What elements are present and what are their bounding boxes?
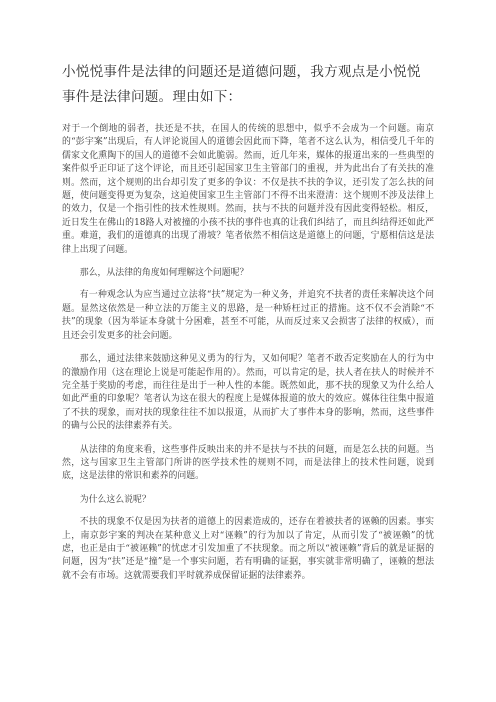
paragraph-question-legal-view: 那么，从法律的角度如何理解这个问题呢？ bbox=[79, 268, 249, 279]
paragraph-how-to-help: 从法律的角度来看，这些事件反映出来的并不是扶与不扶的问题，而是怎么扶的问题。当然，这与国家卫生主管部门所讲的医学技术性的规则不同，而是法律上的技术性问题，说到底，这是法律的常识和素养的问题。 bbox=[62, 444, 434, 482]
paragraph-intro: 对于一个倒地的弱者，扶还是不扶，在国人的传统的思想中，似乎不会成为一个问题。南京的“彭宇案”出现后，有人评论说国人的道德会因此而下降，笔者不这么认为，相信受几千年的儒家文化熏陶下的国人的道德不会如此脆弱。然而，近几年来，媒体的报道出来的一些典型的案件似乎正印证了这个评论，而且还引起国家卫生主管部门的重视，并为此出台了有关扶的准则。然而，这个规则的出台却引发了更多的争议：不仅是扶不扶的争议，还引发了怎么扶的问题，使问题变得更为复杂，这迫使国家卫生主管部门不得不出来澄清：这个规则不涉及法律上的效力，仅是一个指引性的技术性规则。然而，扶与不扶的问题并没有因此变得轻松。相反，近日发生在佛山的18路人对被撞的小孩不扶的事件也真的让我们纠结了，而且纠结得还如此严重。难道，我们的道德真的出现了滑坡？笔者依然不相信这是道德上的问题，宁愿相信这是法律上出现了问题。 bbox=[62, 124, 434, 255]
document-body bbox=[62, 123, 434, 583]
paragraph-question-why: 为什么这么说呢？ bbox=[79, 494, 151, 505]
paragraph-legislation-duty: 有一种观念认为应当通过立法将“扶”规定为一种义务，并追究不扶者的责任来解决这个问题。显然这依然是一种立法的万能主义的思路，是一种矫枉过正的措施。这不仅不会消除“不扶”的现象（因为举证本身就十分困难，甚至不可能，从而反过来又会损害了法律的权威），而且还会引发更多的社会问题。 bbox=[62, 290, 434, 341]
paragraph-evidence: 不扶的现象不仅是因为扶者的道德上的因素造成的，还存在着被扶者的诬赖的因素。事实上，南京彭宇案的判决在某种意义上对“诬赖”的行为加以了肯定，从而引发了“被诬赖”的忧虑，也正是由于“被诬赖”的忧虑才引发加重了不扶现象。而之所以“被诬赖”背后的就是证据的问题，因为“扶”还是“撞”是一个事实问题，若有明确的证据，事实就非常明确了，诬赖的想法就不会有市场。这就需要我们平时就养成保留证据的法律素养。 bbox=[62, 517, 434, 581]
paragraph-encourage-reward: 那么，通过法律来鼓励这种见义勇为的行为，又如何呢？笔者不敢否定奖励在人的行为中的激励作用（这在理论上说是可能起作用的）。然而，可以肯定的是，扶人者在扶人的时候并不完全基于奖励的考虑，而往往是出于一种人性的本能。既然如此，那不扶的现象又为什么给人如此严重的印象呢？笔者认为这在很大的程度上是媒体报道的放大的效应。媒体往往集中报道了不扶的现象，而对扶的现象往往不加以报道，从而扩大了事件本身的影响，然而，这些事件的确与公民的法律素养有关。 bbox=[62, 354, 434, 432]
document-title: 小悦悦事件是法律的问题还是道德问题，我方观点是小悦悦事件是法律问题。理由如下： bbox=[62, 64, 421, 105]
